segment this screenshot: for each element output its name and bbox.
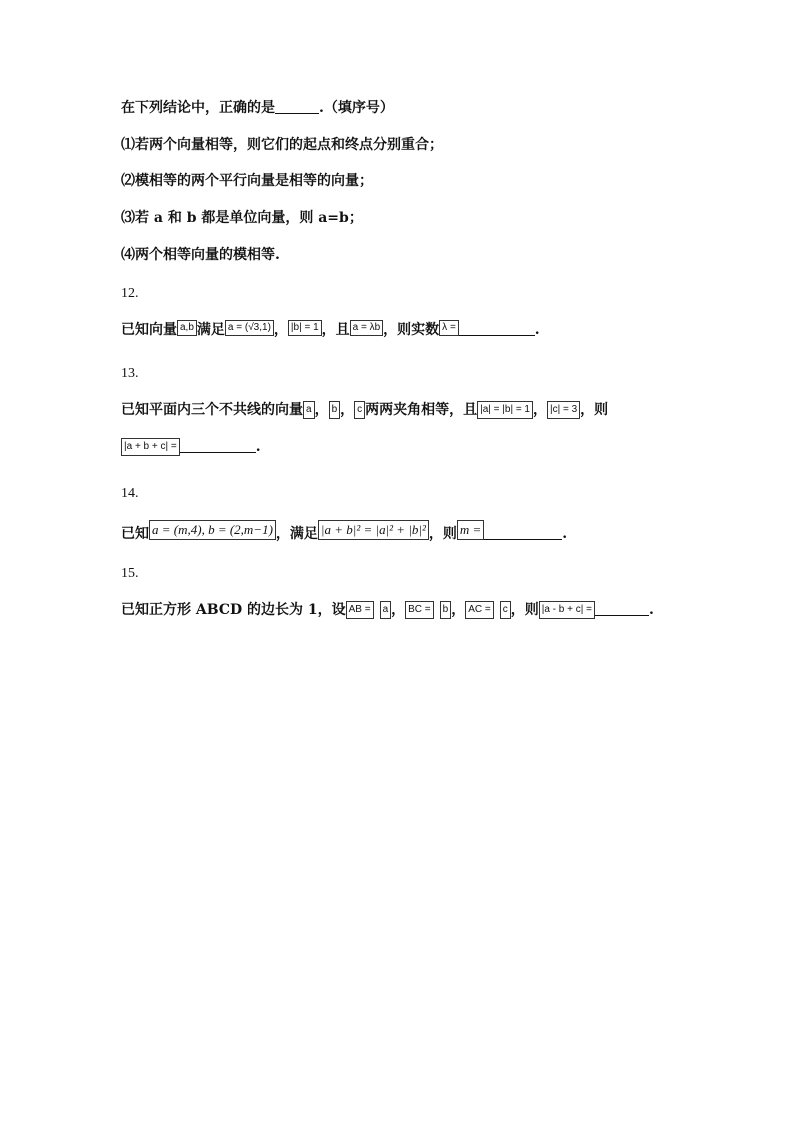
q15-number: 15. bbox=[121, 566, 139, 581]
q12-formula-a: a = (√3,1) bbox=[225, 320, 274, 336]
q12-text-2: 满足 bbox=[196, 322, 225, 338]
q15-formula-c: c bbox=[500, 601, 511, 619]
q12-stem bbox=[121, 320, 540, 340]
q13-stem-cont bbox=[121, 437, 261, 457]
q15-formula-a: a bbox=[380, 601, 392, 619]
q12-formula-lambda-eq: λ = bbox=[439, 320, 459, 336]
q14-text-2: ，满足 bbox=[275, 526, 318, 542]
q13-stem bbox=[121, 400, 608, 420]
q13-number: 13. bbox=[121, 366, 139, 381]
q11-stem-suffix: .（填序号） bbox=[319, 100, 394, 116]
q11-option-4: ⑷两个相等向量的模相等. bbox=[121, 247, 280, 263]
q15-formula-b: b bbox=[440, 601, 452, 619]
q12-text-3: ， bbox=[273, 322, 288, 338]
q14-number: 14. bbox=[121, 486, 139, 501]
q12-text-4: ，且 bbox=[321, 322, 350, 338]
q12-answer-blank[interactable] bbox=[459, 321, 535, 336]
q15-formula-norm: |a - b + c| = bbox=[539, 601, 595, 619]
q13-text-6: ，则 bbox=[580, 402, 609, 418]
q15-text-1: 已知正方形 ABCD 的边长为 1，设 bbox=[121, 602, 346, 618]
q14-text-3: ，则 bbox=[428, 526, 457, 542]
q13-text-5: ， bbox=[533, 402, 547, 418]
q11-stem-text: 在下列结论中，正确的是 bbox=[121, 100, 275, 116]
q13-text-1: 已知平面内三个不共线的向量 bbox=[121, 402, 303, 418]
q13-formula-b: b bbox=[329, 401, 341, 419]
q13-answer-blank[interactable] bbox=[180, 438, 256, 453]
q14-formula-vectors: a = (m,4), b = (2,m−1) bbox=[149, 520, 276, 540]
q12-formula-lambda: a = λb bbox=[350, 320, 384, 336]
q13-text-2: ， bbox=[314, 402, 329, 418]
q13-formula-c: c bbox=[354, 401, 365, 419]
q12-text-5: ，则实数 bbox=[383, 322, 440, 338]
q13-formula-c-norm: |c| = 3 bbox=[547, 401, 580, 419]
q14-text-1: 已知 bbox=[121, 526, 149, 542]
q15-text-5: . bbox=[648, 602, 654, 618]
q12-formula-vectors: a,b bbox=[177, 320, 197, 336]
q15-formula-AC: AC = bbox=[465, 601, 494, 619]
q13-text-3: ， bbox=[340, 402, 355, 418]
q12-text-1: 已知向量 bbox=[121, 322, 177, 338]
q11-answer-blank[interactable] bbox=[275, 99, 319, 114]
q12-text-6: . bbox=[534, 322, 540, 338]
q15-text-3: ， bbox=[451, 602, 466, 618]
q15-answer-blank[interactable] bbox=[595, 601, 649, 616]
q12-number: 12. bbox=[121, 286, 139, 301]
q13-formula-norms: |a| = |b| = 1 bbox=[477, 401, 533, 419]
q12-formula-b-norm: |b| = 1 bbox=[288, 320, 322, 336]
q14-formula-m: m = bbox=[457, 520, 484, 540]
q15-stem bbox=[121, 600, 654, 620]
q13-text-4: 两两夹角相等，且 bbox=[365, 402, 478, 418]
q11-option-2: ⑵模相等的两个平行向量是相等的向量； bbox=[121, 173, 373, 189]
q14-formula-condition: |a + b|² = |a|² + |b|² bbox=[318, 520, 429, 540]
q11-option-3: ⑶若 a 和 b 都是单位向量，则 a=b； bbox=[121, 210, 363, 226]
q15-text-2: ， bbox=[391, 602, 406, 618]
q15-formula-AB: AB = bbox=[346, 601, 374, 619]
q11-option-1: ⑴若两个向量相等，则它们的起点和终点分别重合； bbox=[121, 137, 443, 153]
q13-formula-sum-norm: |a + b + c| = bbox=[121, 438, 180, 456]
q13-formula-a: a bbox=[303, 401, 315, 419]
q14-answer-blank[interactable] bbox=[484, 525, 562, 540]
q15-text-4: ，则 bbox=[510, 602, 539, 618]
q14-stem bbox=[121, 520, 567, 544]
q15-formula-BC: BC = bbox=[405, 601, 434, 619]
q11-stem bbox=[121, 98, 394, 118]
q13-text-7: . bbox=[255, 439, 261, 455]
q14-text-4: . bbox=[562, 526, 568, 542]
